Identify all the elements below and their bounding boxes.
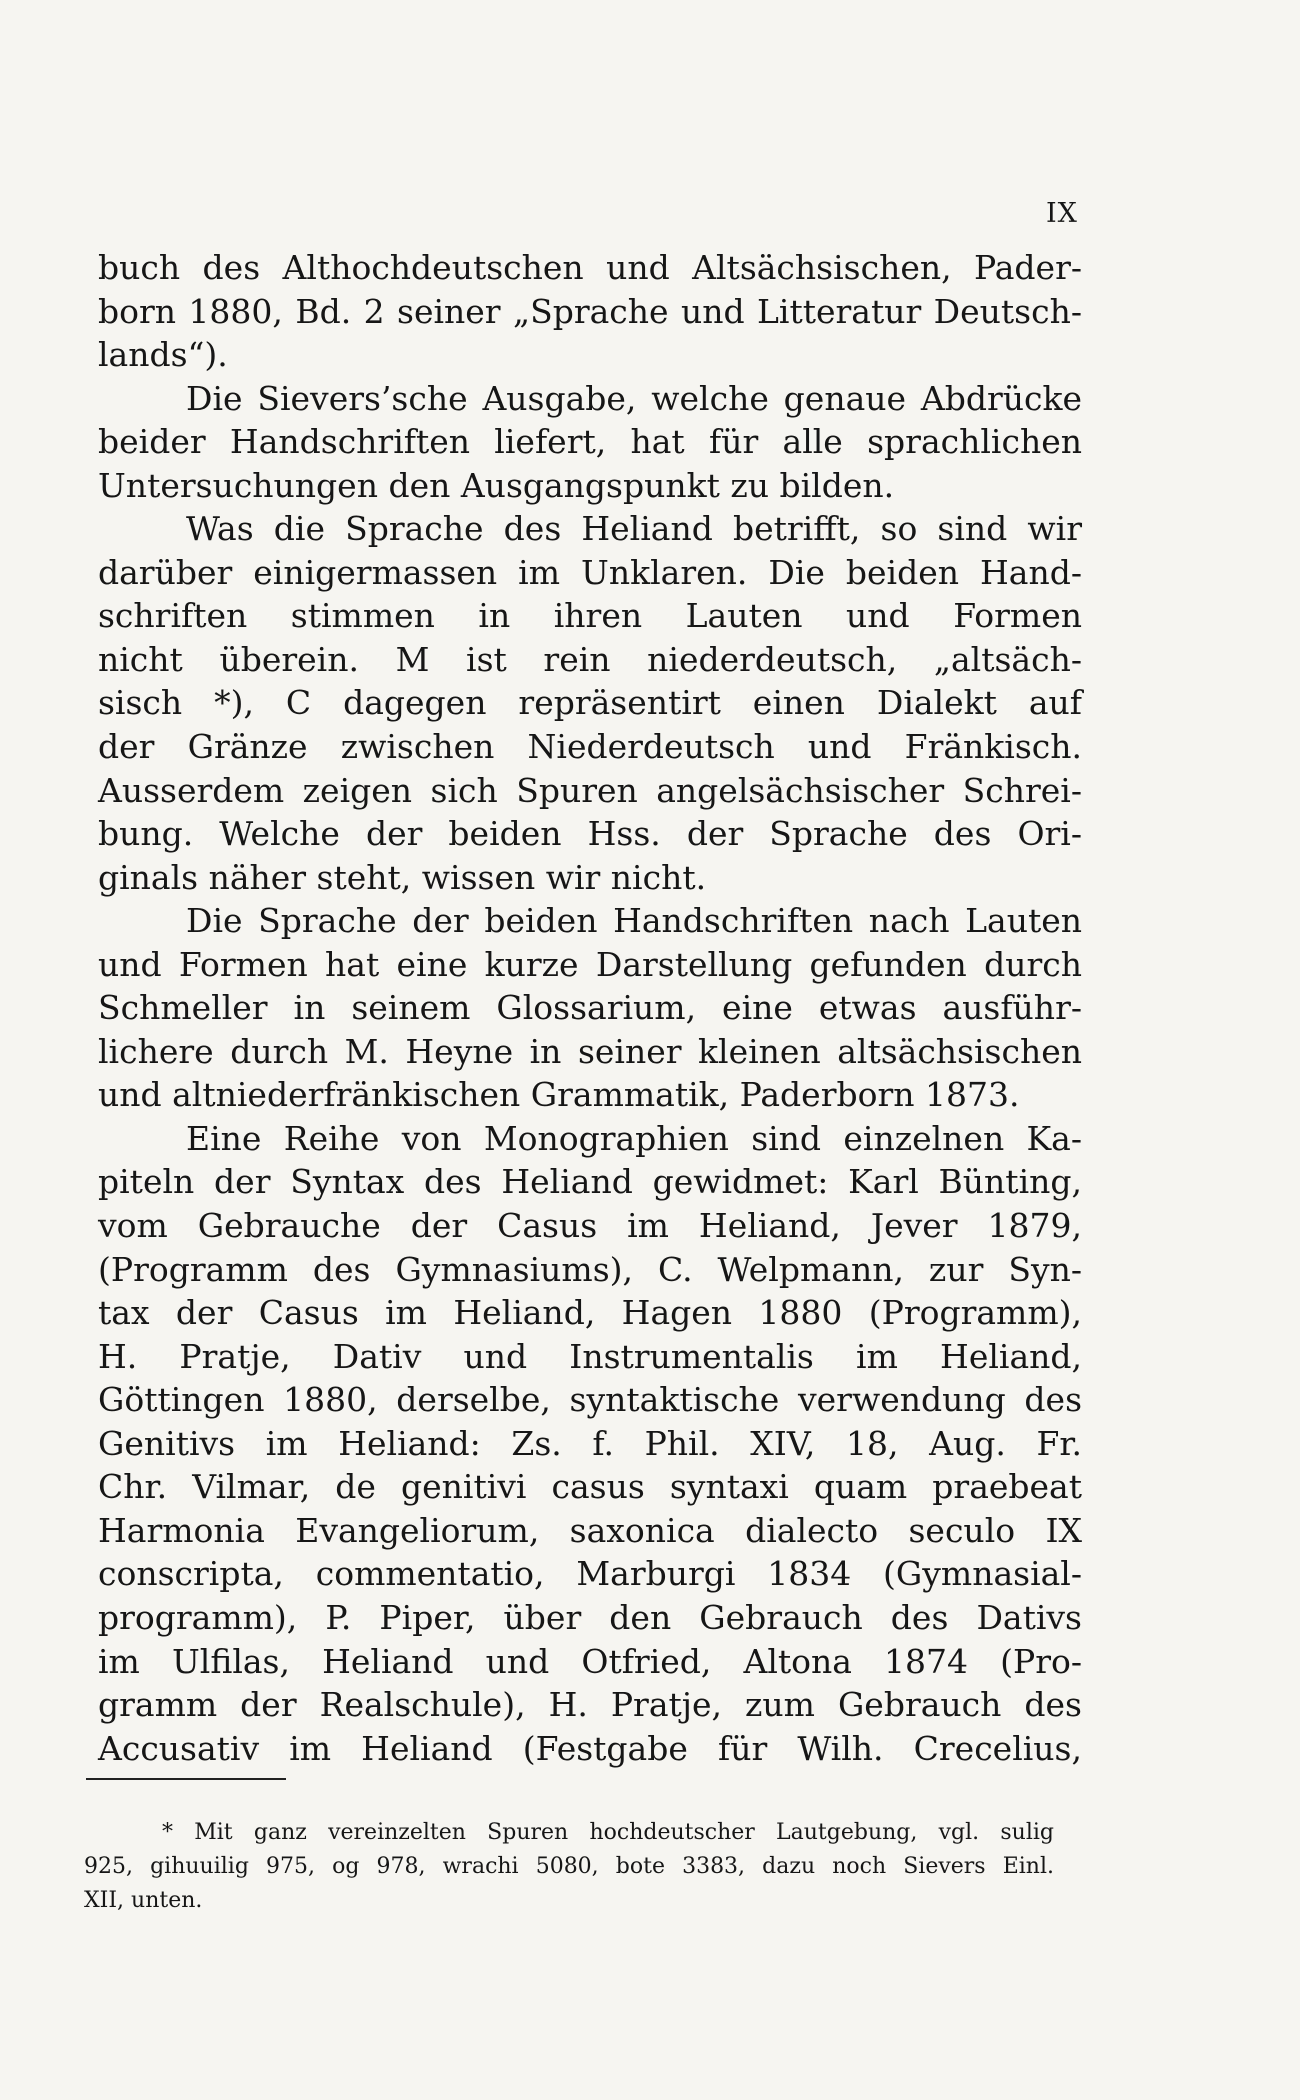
- text-line: Ausserdem zeigen sich Spuren angelsächsischer Schrei-: [98, 770, 1082, 810]
- text-line: nicht überein. M ist rein niederdeutsch, „altsäch-: [98, 639, 1082, 679]
- text-line: programm), P. Piper, über den Gebrauch des Dativs: [98, 1597, 1082, 1637]
- text-line: der Gränze zwischen Niederdeutsch und Fränkisch.: [98, 727, 1082, 767]
- text-line: vom Gebrauche der Casus im Heliand, Jever 1879,: [98, 1206, 1082, 1246]
- footnotes: [84, 1816, 1054, 1918]
- text-line: sisch *), C dagegen repräsentirt einen Dialekt auf: [98, 683, 1082, 723]
- text-line: Göttingen 1880, derselbe, syntaktische verwendung des: [98, 1380, 1082, 1420]
- text-line: gramm der Realschule), H. Pratje, zum Gebrauch des: [98, 1685, 1082, 1725]
- text-line: ginals näher steht, wissen wir nicht.: [98, 857, 707, 897]
- text-line: Die Sievers’sche Ausgabe, welche genaue Abdrücke: [186, 378, 1082, 418]
- text-line: Genitivs im Heliand: Zs. f. Phil. XIV, 18, Aug. Fr.: [98, 1423, 1082, 1463]
- text-line: Harmonia Evangeliorum, saxonica dialecto seculo IX: [98, 1510, 1082, 1550]
- text-line: und Formen hat eine kurze Darstellung gefunden durch: [98, 944, 1082, 984]
- text-line: Schmeller in seinem Glossarium, eine etwas ausführ-: [98, 988, 1082, 1028]
- footnote-line: 925, gihuuilig 975, og 978, wrachi 5080, bote 3383, dazu noch Sievers Einl.: [84, 1854, 1054, 1879]
- text-line: schriften stimmen in ihren Lauten und Formen: [98, 596, 1082, 636]
- footnote-line: * Mit ganz vereinzelten Spuren hochdeutscher Lautgebung, vgl. sulig: [162, 1820, 1054, 1845]
- text-line: (Programm des Gymnasiums), C. Welpmann, zur Syn-: [98, 1249, 1082, 1289]
- page-number: IX: [1046, 198, 1078, 229]
- text-line: born 1880, Bd. 2 seiner „Sprache und Litteratur Deutsch-: [98, 291, 1082, 331]
- text-line: conscripta, commentatio, Marburgi 1834 (Gymnasial-: [98, 1554, 1082, 1594]
- text-line: und altniederfränkischen Grammatik, Paderborn 1873.: [98, 1075, 1020, 1115]
- text-line: im Ulfilas, Heliand und Otfried, Altona 1874 (Pro-: [98, 1641, 1082, 1681]
- text-line: piteln der Syntax des Heliand gewidmet: Karl Bünting,: [98, 1162, 1082, 1202]
- text-line: Untersuchungen den Ausgangspunkt zu bilden.: [98, 465, 895, 505]
- text-line: buch des Althochdeutschen und Altsächsischen, Pader-: [98, 248, 1082, 287]
- text-line: Accusativ im Heliand (Festgabe für Wilh. Crecelius,: [98, 1728, 1082, 1768]
- body-text: [98, 246, 1082, 1770]
- text-line: bung. Welche der beiden Hss. der Sprache des Ori-: [98, 814, 1082, 854]
- text-line: beider Handschriften liefert, hat für alle sprachlichen: [98, 422, 1082, 462]
- text-line: darüber einigermassen im Unklaren. Die beiden Hand-: [98, 552, 1082, 592]
- footnote-line: XII, unten.: [84, 1888, 203, 1913]
- text-line: Chr. Vilmar, de genitivi casus syntaxi quam praebeat: [98, 1467, 1082, 1507]
- text-line: Die Sprache der beiden Handschriften nach Lauten: [186, 901, 1082, 941]
- text-line: lands“).: [98, 335, 228, 375]
- text-line: tax der Casus im Heliand, Hagen 1880 (Programm),: [98, 1293, 1082, 1333]
- footnote-rule: [86, 1778, 286, 1780]
- text-line: H. Pratje, Dativ und Instrumentalis im Heliand,: [98, 1336, 1082, 1376]
- text-line: Was die Sprache des Heliand betrifft, so sind wir: [186, 509, 1082, 549]
- text-line: Eine Reihe von Monographien sind einzelnen Ka-: [186, 1118, 1082, 1158]
- text-line: lichere durch M. Heyne in seiner kleinen altsächsischen: [98, 1031, 1082, 1071]
